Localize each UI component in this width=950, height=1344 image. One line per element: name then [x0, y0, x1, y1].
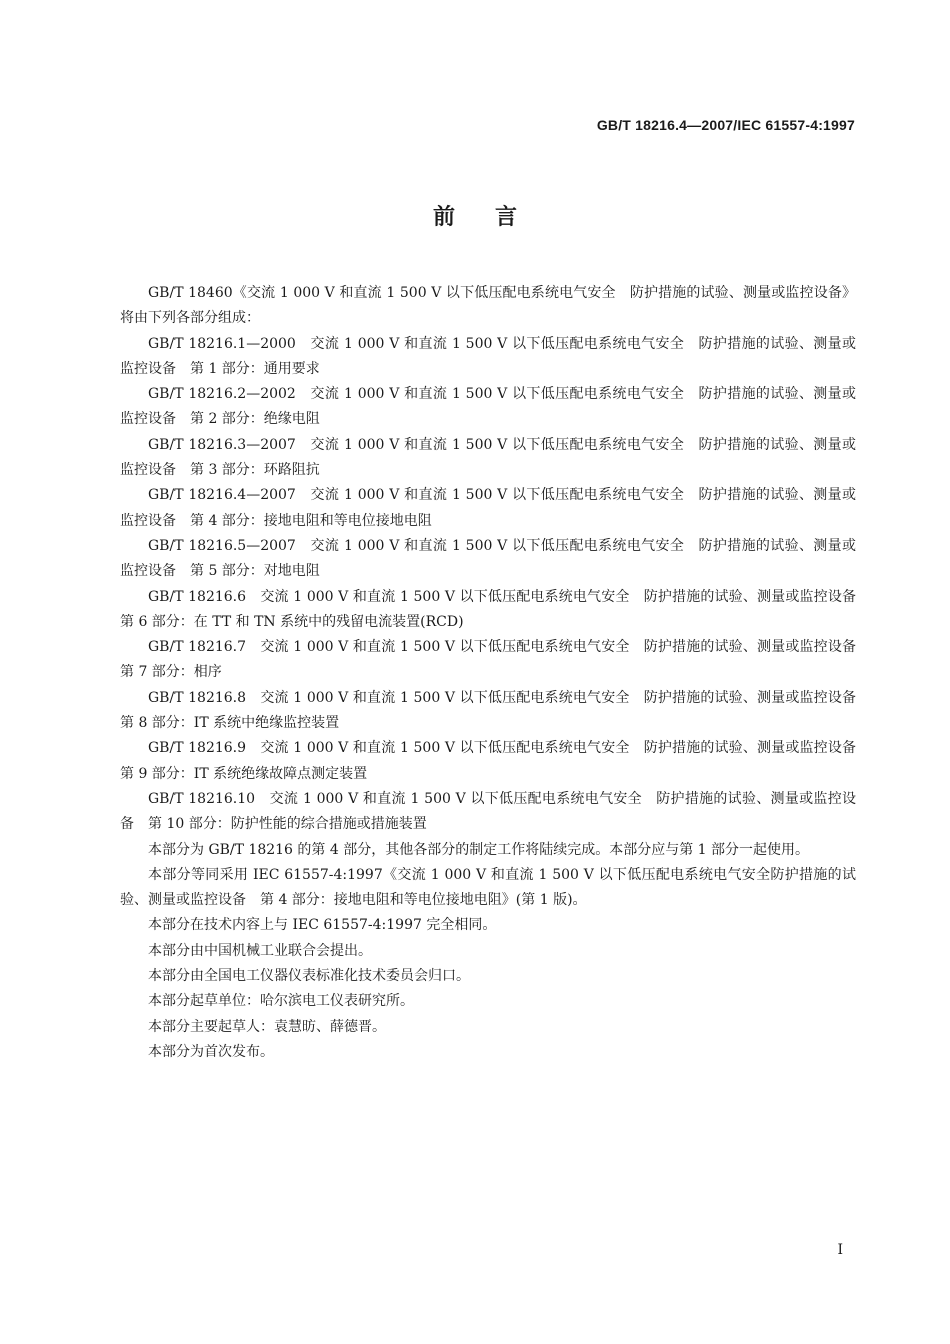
paragraph-first-release: 本部分为首次发布。	[148, 1043, 274, 1060]
paragraph-part-5: GB/T 18216.5—2007 交流 1 000 V 和直流 1 500 V 以下低压配电系统电气安全 防护措施的试验、测量或监控设备 第 5 部分：对地电阻	[120, 537, 856, 580]
page-number: I	[837, 1242, 843, 1258]
paragraph-proposer: 本部分由中国机械工业联合会提出。	[148, 942, 372, 959]
paragraph-part-2: GB/T 18216.2—2002 交流 1 000 V 和直流 1 500 V 以下低压配电系统电气安全 防护措施的试验、测量或监控设备 第 2 部分：绝缘电阻	[120, 386, 856, 428]
paragraph-part-7: GB/T 18216.7 交流 1 000 V 和直流 1 500 V 以下低压配电系统电气安全 防护措施的试验、测量或监控设备 第 7 部分：相序	[120, 639, 870, 681]
paragraph-iec-adoption: 本部分等同采用 IEC 61557-4:1997《交流 1 000 V 和直流 1 500 V 以下低压配电系统电气安全防护措施的试验、测量或监控设备 第 4 部分：接地电阻和等电位接地电阻》(第 1 版)。	[120, 866, 856, 909]
paragraph-part-6: GB/T 18216.6 交流 1 000 V 和直流 1 500 V 以下低压配电系统电气安全 防护措施的试验、测量或监控设备 第 6 部分：在 TT 和 TN 系统中的残留电流装置(RCD)	[120, 588, 870, 630]
paragraph-part-1: GB/T 18216.1—2000 交流 1 000 V 和直流 1 500 V 以下低压配电系统电气安全 防护措施的试验、测量或监控设备 第 1 部分：通用要求	[120, 335, 856, 377]
standard-code-header: GB/T 18216.4—2007/IEC 61557-4:1997	[596, 117, 855, 133]
paragraph-drafting-unit: 本部分起草单位：哈尔滨电工仪表研究所。	[148, 993, 414, 1010]
foreword-body	[120, 281, 870, 1065]
paragraph-part-3: GB/T 18216.3—2007 交流 1 000 V 和直流 1 500 V 以下低压配电系统电气安全 防护措施的试验、测量或监控设备 第 3 部分：环路阻抗	[120, 436, 856, 479]
page-title: 前言	[432, 205, 557, 230]
paragraph-technical-equivalence: 本部分在技术内容上与 IEC 61557-4:1997 完全相同。	[148, 917, 497, 934]
paragraph-part-statement: 本部分为 GB/T 18216 的第 4 部分，其他各部分的制定工作将陆续完成。本部分应与第 1 部分一起使用。	[148, 841, 810, 858]
paragraph-part-10: GB/T 18216.10 交流 1 000 V 和直流 1 500 V 以下低压配电系统电气安全 防护措施的试验、测量或监控设备 第 10 部分：防护性能的综合措施或措施装置	[120, 790, 856, 833]
paragraph-committee: 本部分由全国电工仪器仪表标准化技术委员会归口。	[148, 968, 470, 985]
paragraph-part-4: GB/T 18216.4—2007 交流 1 000 V 和直流 1 500 V 以下低压配电系统电气安全 防护措施的试验、测量或监控设备 第 4 部分：接地电阻和等电位接地电阻	[120, 487, 856, 529]
paragraph-part-8: GB/T 18216.8 交流 1 000 V 和直流 1 500 V 以下低压配电系统电气安全 防护措施的试验、测量或监控设备 第 8 部分：IT 系统中绝缘监控装置	[120, 689, 870, 732]
paragraph-series-intro: GB/T 18460《交流 1 000 V 和直流 1 500 V 以下低压配电系统电气安全 防护措施的试验、测量或监控设备》将由下列各部分组成：	[120, 285, 856, 327]
paragraph-drafters: 本部分主要起草人：袁慧昉、薛德晋。	[148, 1018, 386, 1035]
paragraph-part-9: GB/T 18216.9 交流 1 000 V 和直流 1 500 V 以下低压配电系统电气安全 防护措施的试验、测量或监控设备 第 9 部分：IT 系统绝缘故障点测定装置	[120, 740, 870, 782]
